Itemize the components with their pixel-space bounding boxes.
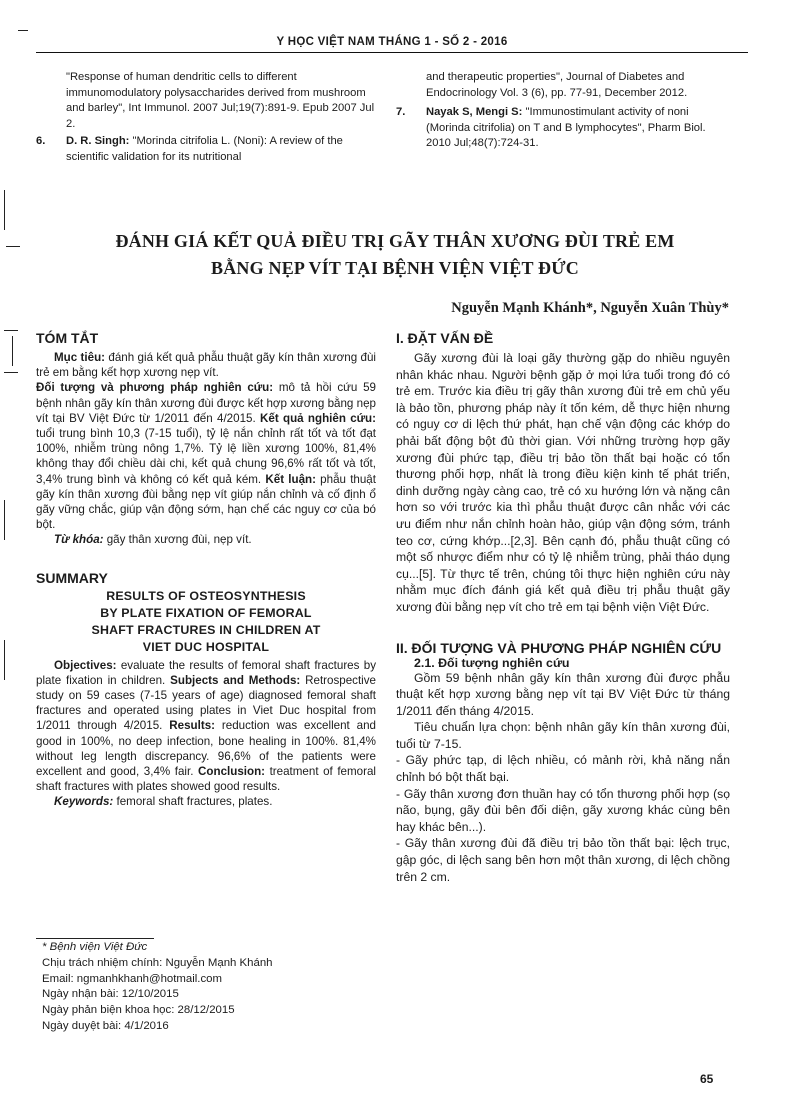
conclusion-text: phẫu thuật gãy kín thân xương đùi bằng nẹp vít giúp nắn chỉnh và cố định ổ gãy vững chắc, giúp vận động sớm, hạn chế các nguy cơ của bó bột. <box>36 472 376 532</box>
reference-number: 7. <box>396 106 406 119</box>
subjects-methods-text: Retrospective study on 59 cases (7-15 years of age) diagnosed femoral shaft fractures and operated using plates in Viet Duc hospital from 1/2011 through 4/2015. <box>36 673 377 733</box>
reference-text: "Immunostimulant activity of noni (Morinda citrifolia) on T and B lymphocytes", Pharm Biol. 2010 Jul;48(7):724-31. <box>426 106 706 150</box>
reference-item <box>36 134 376 165</box>
conclusion-label: Kết luận: <box>265 472 316 486</box>
objectives-label: Objectives: <box>54 658 117 672</box>
subjects-methods-label: Subjects and Methods: <box>170 673 301 687</box>
methods-text: mô tả hồi cứu 59 bệnh nhân gãy kín thân xương đùi được kết hợp xương bằng nẹp vít tại BV Việt Đức từ 1/2011 đến 4/2015. <box>36 381 376 425</box>
references-right <box>396 70 730 152</box>
reference-item <box>396 70 730 101</box>
criteria-item: - Gãy thân xương đơn thuần hay có tổn thương phối hợp (sọ não, bụng, gãy đùi bên đối diện, gãy xương khác cùng bên hay khác bên...). <box>396 786 730 834</box>
section2-para1: Gồm 59 bệnh nhân gãy kín thân xương đùi được phẫu thuật kết hợp xương bằng nẹp vít tại BV Việt Đức từ tháng 1/2011 đến tháng 4/2015. <box>396 670 730 718</box>
accepted-date: Ngày duyệt bài: 4/1/2016 <box>42 1019 169 1032</box>
summary-title-line: RESULTS OF OSTEOSYNTHESIS <box>106 588 306 603</box>
title-line-1: ĐÁNH GIÁ KẾT QUẢ ĐIỀU TRỊ GÃY THÂN XƯƠNG ĐÙI TRẺ EM <box>115 231 675 251</box>
footnote <box>42 940 342 1035</box>
reference-item <box>36 70 376 132</box>
reference-authors: Nayak S, Mengi S: <box>426 106 523 119</box>
summary-heading: SUMMARY <box>36 569 108 586</box>
received-date: Ngày nhận bài: 12/10/2015 <box>42 988 179 1001</box>
summary-keywords <box>36 794 376 809</box>
scan-mark <box>6 246 20 247</box>
results-text-en: reduction was excellent and good in 100%, no deep infection, bone healing in 100%. 81,4% without leg length discrepancy. 96,6% of the patients were excellent and good, 3,4% fair. <box>36 719 376 779</box>
results-text: tuổi trung bình 10,3 (7-15 tuổi), tỷ lệ nắn chỉnh rất tốt và tốt đạt 100%, nhiễm trùng nông 1,7%. Tỷ lệ liền xương 100%, 81,4% không thay đổi chiều dài chi, kết quả chung 96,6% rất tốt và tốt, 3,4% trung bình và không có kết quả kém. <box>36 427 376 486</box>
article-title <box>60 228 730 282</box>
results-label-en: Results: <box>169 719 216 733</box>
reference-item <box>396 105 730 152</box>
reference-text: and therapeutic properties", Journal of Diabetes and Endocrinology Vol. 3 (6), pp. 77-91, December 2012. <box>426 71 688 99</box>
reference-authors: D. R. Singh: <box>66 135 130 148</box>
section1-heading: I. ĐẶT VẤN ĐỀ <box>396 330 494 346</box>
scan-mark <box>4 372 18 373</box>
scan-mark <box>12 336 13 366</box>
criteria-item: - Gãy thân xương đùi đã điều trị bảo tồn thất bại: lệch trục, gập góc, di lệch sang bên hơn một thân xương, di lệch chồng trên 2 cm. <box>396 836 730 884</box>
abstract-heading: TÓM TẮT <box>36 330 99 346</box>
summary-title-line: SHAFT FRACTURES IN CHILDREN AT <box>91 622 321 637</box>
section2-subheading: 2.1. Đối tượng nghiên cứu <box>414 655 570 670</box>
corresponding-author: Chịu trách nhiệm chính: Nguyễn Mạnh Khánh <box>42 956 273 969</box>
summary-title-line: BY PLATE FIXATION OF FEMORAL <box>100 605 312 620</box>
keywords-label: Từ khóa: <box>54 533 104 547</box>
abstract-objective <box>36 350 376 380</box>
criteria-item: - Gãy phức tạp, di lệch nhiều, có mảnh rời, khả năng nắn chỉnh bó bột thất bại. <box>396 753 730 785</box>
email: Email: ngmanhkhanh@hotmail.com <box>42 972 222 985</box>
reference-text: "Response of human dendritic cells to different immunomodulatory polysaccharides derived from mushroom and barley", Int Immunol. 2007 Jul;19(7):891-9. Epub 2007 Jul 2. <box>66 71 375 130</box>
journal-header: Y HỌC VIỆT NAM THÁNG 1 - SỐ 2 - 2016 <box>276 36 508 48</box>
reference-text: "Morinda citrifolia L. (Noni): A review of the scientific validation for its nutritional <box>66 135 343 163</box>
scan-mark <box>4 640 5 680</box>
references-left <box>36 70 376 166</box>
keywords-text-en: femoral shaft fractures, plates. <box>113 795 273 809</box>
objective-label: Mục tiêu: <box>54 351 106 364</box>
title-line-2: BẰNG NẸP VÍT TẠI BỆNH VIỆN VIỆT ĐỨC <box>211 258 579 278</box>
abstract-keywords <box>36 532 376 547</box>
keywords-text: gãy thân xương đùi, nẹp vít. <box>103 533 252 547</box>
scan-mark <box>4 190 5 230</box>
abstract-methods <box>36 380 376 532</box>
results-label: Kết quả nghiên cứu: <box>260 411 376 425</box>
summary-body <box>36 658 376 795</box>
authors: Nguyễn Mạnh Khánh*, Nguyễn Xuân Thùy* <box>451 300 729 316</box>
footnote-rule <box>36 938 154 939</box>
reference-number: 6. <box>36 135 46 148</box>
conclusion-label-en: Conclusion: <box>198 765 266 779</box>
section2-para2: Tiêu chuẩn lựa chọn: bệnh nhân gãy kín thân xương đùi, tuổi từ 7-15. <box>396 720 730 751</box>
scan-binding-edge <box>0 0 30 1117</box>
scan-mark <box>18 30 28 31</box>
summary-title-line: VIET DUC HOSPITAL <box>142 639 270 654</box>
abstract-column <box>36 330 376 810</box>
objective-text: đánh giá kết quả phẫu thuật gãy kín thân xương đùi trẻ em bằng kết hợp xương nẹp vít. <box>36 351 376 380</box>
scan-mark <box>4 500 5 540</box>
section1-paragraph: Gãy xương đùi là loại gãy thường gặp do nhiều nguyên nhân khác nhau. Người bệnh gặp ở mọi lứa tuổi trong đó có trẻ em. Trước kia điều trị gãy thân xương đùi trẻ em chủ yếu là bảo tồn, phương pháp này ít tốn kém, dễ thực hiện nhưng có nguy cơ di lệch thứ phát, hạn chế vận động các khớp do phải bất động bột đủ thời gian. Với những trường hợp gãy xương đùi phức tạp, điều trị bảo tồn thất bại hoặc có tổn thương phối hợp, nhất là trong điều kiện kinh tế phát triển, dinh dưỡng ngày càng cao, trẻ có xu hướng lớn và nặng cân hơn so với trước kia thì phẫu thuật được cân nhắc với các ưu điểm như nắn chỉnh hoàn hảo, giúp vận động sớm, tránh teo cơ, cứng khớp...[2,3]. Bên cạnh đó, phẫu thuật cũng có một số nhược điểm như có tỷ lệ nhiễm trùng, phải tháo dụng cụ...[5]. Từ thực tế trên, chúng tôi thực hiện nghiên cứu này nhằm mục đích đánh giá kết quả điều trị phẫu thuật gãy xương đùi bằng nẹp vít cho trẻ em tại bệnh viện Việt Đức. <box>396 351 730 614</box>
header-rule <box>36 52 748 53</box>
affiliation: * Bệnh viện Việt Đức <box>42 941 148 953</box>
methods-label: Đối tượng và phương pháp nghiên cứu: <box>36 381 274 395</box>
objectives-text: evaluate the results of femoral shaft fractures by plate fixation in children. <box>36 658 376 687</box>
summary-title <box>36 588 376 656</box>
scan-mark <box>4 330 18 331</box>
conclusion-text-en: treatment of femoral shaft fractures with plates showed good results. <box>36 765 376 794</box>
page-number: 65 <box>700 1072 714 1086</box>
keywords-label-en: Keywords: <box>54 795 114 809</box>
review-date: Ngày phản biện khoa học: 28/12/2015 <box>42 1004 235 1017</box>
body-column <box>396 330 730 885</box>
section2-heading: II. ĐỐI TƯỢNG VÀ PHƯƠNG PHÁP NGHIÊN CỨU <box>396 639 722 656</box>
